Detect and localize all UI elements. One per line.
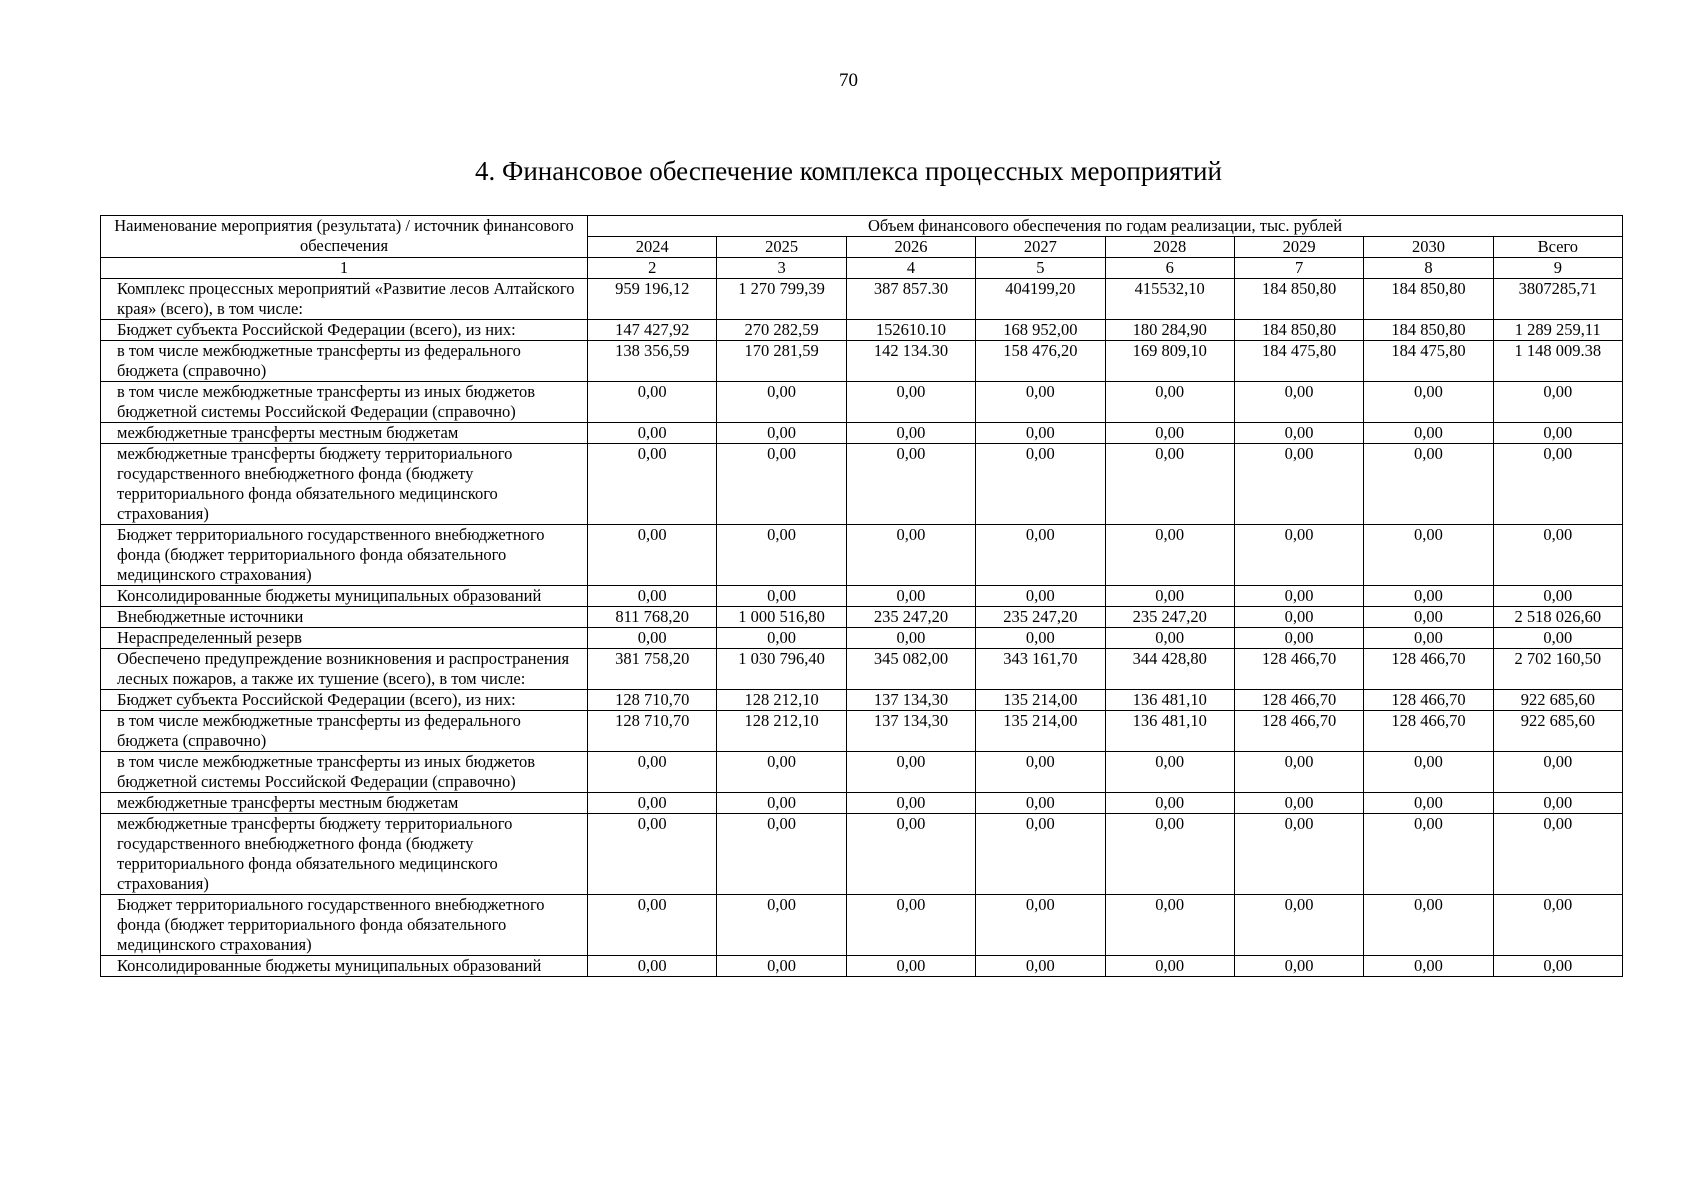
row-value-cell: 170 281,59 [717, 341, 846, 382]
table-row [101, 586, 1623, 607]
row-value-cell: 184 850,80 [1234, 320, 1363, 341]
row-value-cell: 147 427,92 [588, 320, 717, 341]
row-value-cell: 184 475,80 [1234, 341, 1363, 382]
row-value-cell: 235 247,20 [976, 607, 1105, 628]
row-total-cell: 922 685,60 [1493, 711, 1622, 752]
row-value-cell: 184 850,80 [1364, 320, 1493, 341]
row-value-cell: 0,00 [1234, 814, 1363, 895]
row-value-cell: 0,00 [588, 628, 717, 649]
table-row [101, 956, 1623, 977]
financial-table [100, 215, 1623, 977]
row-value-cell: 381 758,20 [588, 649, 717, 690]
row-value-cell: 0,00 [1105, 814, 1234, 895]
row-value-cell: 343 161,70 [976, 649, 1105, 690]
table-body [101, 279, 1623, 977]
row-name-cell: Обеспечено предупреждение возникновения и распространения лесных пожаров, а также их тушение (всего), в том числе: [101, 649, 588, 690]
row-name-cell: Внебюджетные источники [101, 607, 588, 628]
row-value-cell: 0,00 [846, 382, 975, 423]
row-value-cell: 415532,10 [1105, 279, 1234, 320]
header-year-cell: 2030 [1364, 237, 1493, 258]
row-value-cell: 0,00 [717, 956, 846, 977]
row-name-cell: в том числе межбюджетные трансферты из федерального бюджета (справочно) [101, 711, 588, 752]
row-total-cell: 2 702 160,50 [1493, 649, 1622, 690]
row-value-cell: 0,00 [1234, 382, 1363, 423]
row-total-cell: 0,00 [1493, 793, 1622, 814]
row-value-cell: 128 466,70 [1364, 690, 1493, 711]
column-number-cell: 8 [1364, 258, 1493, 279]
row-value-cell: 0,00 [1234, 586, 1363, 607]
row-name-cell: в том числе межбюджетные трансферты из иных бюджетов бюджетной системы Российской Федерации (справочно) [101, 752, 588, 793]
row-value-cell: 0,00 [717, 814, 846, 895]
table-row [101, 793, 1623, 814]
row-value-cell: 0,00 [846, 628, 975, 649]
table-row [101, 444, 1623, 525]
table-row [101, 341, 1623, 382]
row-value-cell: 0,00 [717, 895, 846, 956]
column-number-cell: 4 [846, 258, 975, 279]
row-value-cell: 0,00 [588, 444, 717, 525]
page-number: 70 [839, 70, 858, 91]
row-value-cell: 0,00 [846, 444, 975, 525]
header-row [101, 216, 1623, 237]
row-value-cell: 128 710,70 [588, 711, 717, 752]
row-value-cell: 0,00 [1234, 525, 1363, 586]
row-value-cell: 0,00 [1364, 444, 1493, 525]
row-value-cell: 0,00 [976, 444, 1105, 525]
row-value-cell: 128 466,70 [1234, 649, 1363, 690]
row-value-cell: 0,00 [1364, 423, 1493, 444]
row-value-cell: 0,00 [588, 895, 717, 956]
row-value-cell: 0,00 [588, 423, 717, 444]
row-total-cell: 0,00 [1493, 895, 1622, 956]
table-row [101, 895, 1623, 956]
column-number-cell: 5 [976, 258, 1105, 279]
row-value-cell: 0,00 [976, 586, 1105, 607]
header-year-cell: 2027 [976, 237, 1105, 258]
table-row [101, 814, 1623, 895]
header-total-cell: Всего [1493, 237, 1622, 258]
row-name-cell: Консолидированные бюджеты муниципальных образований [101, 956, 588, 977]
row-value-cell: 235 247,20 [846, 607, 975, 628]
row-value-cell: 0,00 [976, 895, 1105, 956]
row-value-cell: 168 952,00 [976, 320, 1105, 341]
row-value-cell: 0,00 [1364, 895, 1493, 956]
row-value-cell: 135 214,00 [976, 690, 1105, 711]
column-number-cell: 1 [101, 258, 588, 279]
row-value-cell: 128 466,70 [1234, 690, 1363, 711]
row-value-cell: 0,00 [1105, 793, 1234, 814]
row-value-cell: 0,00 [846, 423, 975, 444]
row-value-cell: 0,00 [1234, 752, 1363, 793]
row-value-cell: 0,00 [717, 444, 846, 525]
row-value-cell: 0,00 [1105, 956, 1234, 977]
row-name-cell: Бюджет территориального государственного внебюджетного фонда (бюджет территориального фонда обязательного медицинского страхования) [101, 525, 588, 586]
table-row [101, 711, 1623, 752]
row-value-cell: 184 850,80 [1364, 279, 1493, 320]
table-row [101, 649, 1623, 690]
header-year-cell: 2029 [1234, 237, 1363, 258]
row-value-cell: 387 857.30 [846, 279, 975, 320]
row-total-cell: 2 518 026,60 [1493, 607, 1622, 628]
row-value-cell: 184 850,80 [1234, 279, 1363, 320]
row-value-cell: 0,00 [588, 752, 717, 793]
row-total-cell: 0,00 [1493, 586, 1622, 607]
row-name-cell: в том числе межбюджетные трансферты из федерального бюджета (справочно) [101, 341, 588, 382]
row-value-cell: 0,00 [588, 793, 717, 814]
row-value-cell: 152610.10 [846, 320, 975, 341]
row-value-cell: 0,00 [976, 814, 1105, 895]
row-value-cell: 128 212,10 [717, 711, 846, 752]
row-value-cell: 0,00 [976, 793, 1105, 814]
row-value-cell: 0,00 [1105, 525, 1234, 586]
row-value-cell: 0,00 [1105, 752, 1234, 793]
row-total-cell: 1 289 259,11 [1493, 320, 1622, 341]
column-number-cell: 2 [588, 258, 717, 279]
row-value-cell: 0,00 [1105, 586, 1234, 607]
row-value-cell: 142 134.30 [846, 341, 975, 382]
row-total-cell: 0,00 [1493, 814, 1622, 895]
row-value-cell: 0,00 [588, 382, 717, 423]
row-value-cell: 0,00 [588, 525, 717, 586]
row-name-cell: Комплекс процессных мероприятий «Развитие лесов Алтайского края» (всего), в том числе: [101, 279, 588, 320]
row-value-cell: 0,00 [976, 628, 1105, 649]
row-name-cell: Бюджет субъекта Российской Федерации (всего), из них: [101, 320, 588, 341]
header-year-cell: 2028 [1105, 237, 1234, 258]
row-name-cell: в том числе межбюджетные трансферты из иных бюджетов бюджетной системы Российской Федерации (справочно) [101, 382, 588, 423]
row-value-cell: 184 475,80 [1364, 341, 1493, 382]
row-value-cell: 0,00 [1364, 525, 1493, 586]
row-value-cell: 0,00 [1105, 444, 1234, 525]
row-value-cell: 169 809,10 [1105, 341, 1234, 382]
table-row [101, 690, 1623, 711]
row-value-cell: 0,00 [1364, 956, 1493, 977]
column-number-cell: 6 [1105, 258, 1234, 279]
row-value-cell: 158 476,20 [976, 341, 1105, 382]
row-total-cell: 0,00 [1493, 956, 1622, 977]
row-total-cell: 0,00 [1493, 444, 1622, 525]
row-value-cell: 0,00 [1364, 793, 1493, 814]
row-value-cell: 137 134,30 [846, 690, 975, 711]
header-year-cell: 2026 [846, 237, 975, 258]
row-value-cell: 1 270 799,39 [717, 279, 846, 320]
row-value-cell: 0,00 [1105, 382, 1234, 423]
row-value-cell: 0,00 [588, 956, 717, 977]
row-value-cell: 0,00 [1364, 628, 1493, 649]
table-row [101, 525, 1623, 586]
column-number-row [101, 258, 1623, 279]
row-name-cell: межбюджетные трансферты бюджету территориального государственного внебюджетного фонда (бюджету территориального фонда обязательного медицинского страхования) [101, 444, 588, 525]
table-row [101, 628, 1623, 649]
row-value-cell: 136 481,10 [1105, 711, 1234, 752]
row-total-cell: 3807285,71 [1493, 279, 1622, 320]
row-value-cell: 0,00 [1105, 423, 1234, 444]
row-total-cell: 0,00 [1493, 628, 1622, 649]
row-value-cell: 0,00 [1105, 628, 1234, 649]
row-value-cell: 0,00 [1364, 814, 1493, 895]
row-total-cell: 922 685,60 [1493, 690, 1622, 711]
header-year-cell: 2024 [588, 237, 717, 258]
row-value-cell: 0,00 [976, 423, 1105, 444]
row-name-cell: Консолидированные бюджеты муниципальных образований [101, 586, 588, 607]
row-value-cell: 0,00 [1234, 423, 1363, 444]
row-value-cell: 128 466,70 [1364, 649, 1493, 690]
row-name-cell: межбюджетные трансферты бюджету территориального государственного внебюджетного фонда (бюджету территориального фонда обязательного медицинского страхования) [101, 814, 588, 895]
row-value-cell: 0,00 [717, 628, 846, 649]
row-value-cell: 0,00 [1234, 956, 1363, 977]
row-value-cell: 0,00 [1234, 607, 1363, 628]
row-value-cell: 0,00 [846, 752, 975, 793]
row-value-cell: 0,00 [1234, 628, 1363, 649]
row-value-cell: 0,00 [1364, 586, 1493, 607]
row-value-cell: 811 768,20 [588, 607, 717, 628]
page-title: 4. Финансовое обеспечение комплекса процессных мероприятий [475, 156, 1222, 186]
row-value-cell: 0,00 [588, 586, 717, 607]
row-total-cell: 0,00 [1493, 382, 1622, 423]
row-value-cell: 0,00 [1364, 382, 1493, 423]
header-name-cell: Наименование мероприятия (результата) / источник финансового обеспечения [101, 216, 588, 258]
row-name-cell: Нераспределенный резерв [101, 628, 588, 649]
row-total-cell: 0,00 [1493, 423, 1622, 444]
row-value-cell: 0,00 [717, 752, 846, 793]
row-value-cell: 0,00 [1364, 607, 1493, 628]
row-value-cell: 128 710,70 [588, 690, 717, 711]
row-value-cell: 0,00 [717, 423, 846, 444]
header-volume-cell: Объем финансового обеспечения по годам реализации, тыс. рублей [588, 216, 1623, 237]
row-name-cell: межбюджетные трансферты местным бюджетам [101, 423, 588, 444]
row-value-cell: 1 000 516,80 [717, 607, 846, 628]
row-value-cell: 0,00 [1105, 895, 1234, 956]
row-value-cell: 0,00 [717, 525, 846, 586]
row-name-cell: Бюджет территориального государственного внебюджетного фонда (бюджет территориального фонда обязательного медицинского страхования) [101, 895, 588, 956]
table-row [101, 607, 1623, 628]
row-value-cell: 128 212,10 [717, 690, 846, 711]
row-value-cell: 128 466,70 [1234, 711, 1363, 752]
row-total-cell: 0,00 [1493, 525, 1622, 586]
row-value-cell: 0,00 [717, 382, 846, 423]
row-value-cell: 0,00 [976, 956, 1105, 977]
row-total-cell: 0,00 [1493, 752, 1622, 793]
column-number-cell: 7 [1234, 258, 1363, 279]
row-value-cell: 0,00 [846, 525, 975, 586]
row-value-cell: 235 247,20 [1105, 607, 1234, 628]
row-value-cell: 0,00 [846, 814, 975, 895]
row-value-cell: 138 356,59 [588, 341, 717, 382]
row-value-cell: 959 196,12 [588, 279, 717, 320]
row-value-cell: 270 282,59 [717, 320, 846, 341]
row-value-cell: 0,00 [1234, 895, 1363, 956]
row-value-cell: 0,00 [976, 382, 1105, 423]
row-value-cell: 128 466,70 [1364, 711, 1493, 752]
table-row [101, 752, 1623, 793]
row-value-cell: 0,00 [717, 793, 846, 814]
row-value-cell: 345 082,00 [846, 649, 975, 690]
row-value-cell: 0,00 [846, 895, 975, 956]
row-value-cell: 1 030 796,40 [717, 649, 846, 690]
row-value-cell: 0,00 [717, 586, 846, 607]
row-name-cell: межбюджетные трансферты местным бюджетам [101, 793, 588, 814]
row-value-cell: 0,00 [976, 525, 1105, 586]
table-row [101, 320, 1623, 341]
table-row [101, 279, 1623, 320]
row-value-cell: 180 284,90 [1105, 320, 1234, 341]
row-name-cell: Бюджет субъекта Российской Федерации (всего), из них: [101, 690, 588, 711]
row-value-cell: 0,00 [1234, 793, 1363, 814]
row-value-cell: 136 481,10 [1105, 690, 1234, 711]
column-number-cell: 3 [717, 258, 846, 279]
header-year-cell: 2025 [717, 237, 846, 258]
row-value-cell: 135 214,00 [976, 711, 1105, 752]
column-number-cell: 9 [1493, 258, 1622, 279]
row-value-cell: 0,00 [846, 956, 975, 977]
row-total-cell: 1 148 009.38 [1493, 341, 1622, 382]
row-value-cell: 0,00 [846, 793, 975, 814]
row-value-cell: 404199,20 [976, 279, 1105, 320]
row-value-cell: 0,00 [976, 752, 1105, 793]
row-value-cell: 137 134,30 [846, 711, 975, 752]
row-value-cell: 344 428,80 [1105, 649, 1234, 690]
table-row [101, 382, 1623, 423]
row-value-cell: 0,00 [1234, 444, 1363, 525]
row-value-cell: 0,00 [1364, 752, 1493, 793]
row-value-cell: 0,00 [588, 814, 717, 895]
row-value-cell: 0,00 [846, 586, 975, 607]
table-row [101, 423, 1623, 444]
